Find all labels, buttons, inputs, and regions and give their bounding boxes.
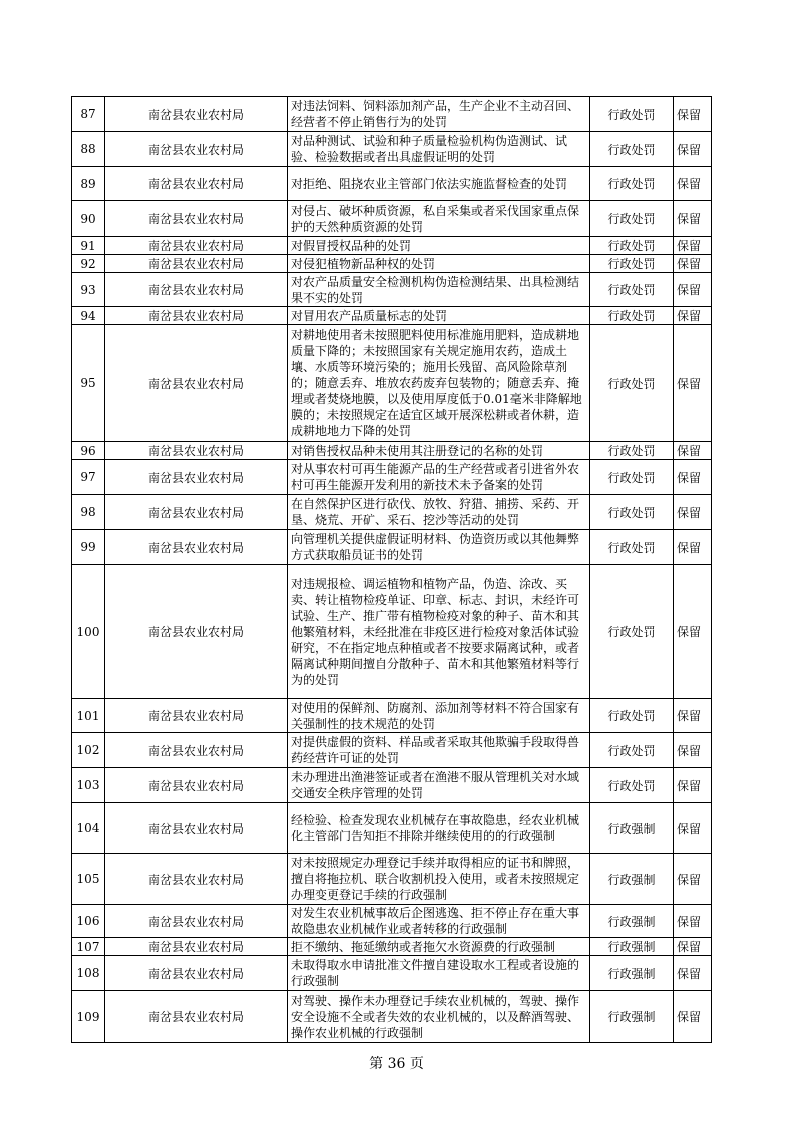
power-item-cell: 对假冒授权品种的处罚 [288,237,590,255]
table-row [72,956,712,991]
status-cell: 保留 [674,97,712,132]
row-number: 87 [72,97,105,132]
row-number: 104 [72,803,105,854]
department-cell: 南岔县农业农村局 [105,495,288,530]
table-body [72,97,712,1043]
department-cell: 南岔县农业农村局 [105,132,288,167]
power-type-cell: 行政强制 [590,854,674,905]
status-cell: 保留 [674,854,712,905]
status-cell: 保留 [674,956,712,991]
department-cell: 南岔县农业农村局 [105,854,288,905]
power-item-cell: 对侵犯植物新品种权的处罚 [288,255,590,273]
power-type-cell: 行政强制 [590,991,674,1043]
status-cell: 保留 [674,237,712,255]
power-type-cell: 行政处罚 [590,495,674,530]
table-row [72,565,712,699]
table-row [72,201,712,237]
power-item-cell: 对发生农业机械事故后企图逃逸、拒不停止存在重大事故隐患农业机械作业或者转移的行政强制 [288,905,590,938]
department-cell: 南岔县农业农村局 [105,956,288,991]
row-number: 105 [72,854,105,905]
row-number: 93 [72,273,105,307]
row-number: 107 [72,938,105,956]
table-row [72,768,712,803]
power-item-cell: 对耕地使用者未按照肥料使用标准施用肥料，造成耕地质量下降的；未按照国家有关规定施用农药，造成土壤、水质等环境污染的；施用长残留、高风险除草剂的；随意丢弃、堆放农药废弃包装物的；随意丢弃、掩埋或者焚烧地膜，以及使用厚度低于0.01毫米非降解地膜的；未按照规定在适宜区域开展深松耕或者休耕，造成耕地地力下降的处罚 [288,325,590,442]
table-row [72,699,712,733]
power-type-cell: 行政处罚 [590,325,674,442]
power-type-cell: 行政处罚 [590,255,674,273]
status-cell: 保留 [674,167,712,201]
department-cell: 南岔县农业农村局 [105,97,288,132]
row-number: 100 [72,565,105,699]
department-cell: 南岔县农业农村局 [105,733,288,768]
status-cell: 保留 [674,495,712,530]
power-type-cell: 行政处罚 [590,307,674,325]
power-item-cell: 对从事农村可再生能源产品的生产经营或者引进省外农村可再生能源开发利用的新技术未予备案的处罚 [288,460,590,495]
row-number: 108 [72,956,105,991]
power-type-cell: 行政处罚 [590,237,674,255]
table-row [72,854,712,905]
table-row [72,803,712,854]
row-number: 97 [72,460,105,495]
status-cell: 保留 [674,273,712,307]
power-item-cell: 对冒用农产品质量标志的处罚 [288,307,590,325]
power-type-cell: 行政处罚 [590,201,674,237]
department-cell: 南岔县农业农村局 [105,237,288,255]
power-item-cell: 拒不缴纳、拖延缴纳或者拖欠水资源费的行政强制 [288,938,590,956]
row-number: 94 [72,307,105,325]
power-item-cell: 对使用的保鲜剂、防腐剂、添加剂等材料不符合国家有关强制性的技术规范的处罚 [288,699,590,733]
status-cell: 保留 [674,938,712,956]
power-list-table [71,96,712,1043]
power-type-cell: 行政处罚 [590,699,674,733]
department-cell: 南岔县农业农村局 [105,803,288,854]
table-row [72,237,712,255]
department-cell: 南岔县农业农村局 [105,905,288,938]
row-number: 101 [72,699,105,733]
row-number: 99 [72,530,105,565]
row-number: 90 [72,201,105,237]
status-cell: 保留 [674,325,712,442]
department-cell: 南岔县农业农村局 [105,167,288,201]
department-cell: 南岔县农业农村局 [105,255,288,273]
power-item-cell: 对农产品质量安全检测机构伪造检测结果、出具检测结果不实的处罚 [288,273,590,307]
power-type-cell: 行政强制 [590,905,674,938]
department-cell: 南岔县农业农村局 [105,460,288,495]
power-item-cell: 向管理机关提供虚假证明材料、伪造资历或以其他舞弊方式获取船员证书的处罚 [288,530,590,565]
power-type-cell: 行政强制 [590,956,674,991]
power-item-cell: 对销售授权品种未使用其注册登记的名称的处罚 [288,442,590,460]
department-cell: 南岔县农业农村局 [105,201,288,237]
power-type-cell: 行政处罚 [590,768,674,803]
power-type-cell: 行政处罚 [590,565,674,699]
power-item-cell: 对拒绝、阻挠农业主管部门依法实施监督检查的处罚 [288,167,590,201]
table-row [72,495,712,530]
power-item-cell: 在自然保护区进行砍伐、放牧、狩猎、捕捞、采药、开垦、烧荒、开矿、采石、挖沙等活动的处罚 [288,495,590,530]
row-number: 95 [72,325,105,442]
power-type-cell: 行政强制 [590,803,674,854]
row-number: 88 [72,132,105,167]
power-type-cell: 行政处罚 [590,442,674,460]
table-row [72,273,712,307]
page-number: 第 36 页 [369,1056,424,1072]
status-cell: 保留 [674,768,712,803]
department-cell: 南岔县农业农村局 [105,325,288,442]
table-row [72,442,712,460]
department-cell: 南岔县农业农村局 [105,565,288,699]
power-type-cell: 行政处罚 [590,460,674,495]
power-type-cell: 行政处罚 [590,273,674,307]
department-cell: 南岔县农业农村局 [105,273,288,307]
status-cell: 保留 [674,307,712,325]
row-number: 96 [72,442,105,460]
row-number: 92 [72,255,105,273]
table-row [72,132,712,167]
power-type-cell: 行政处罚 [590,167,674,201]
power-type-cell: 行政处罚 [590,132,674,167]
row-number: 102 [72,733,105,768]
table-row [72,991,712,1043]
department-cell: 南岔县农业农村局 [105,307,288,325]
status-cell: 保留 [674,699,712,733]
status-cell: 保留 [674,530,712,565]
table-row [72,530,712,565]
table-row [72,307,712,325]
department-cell: 南岔县农业农村局 [105,991,288,1043]
status-cell: 保留 [674,991,712,1043]
power-type-cell: 行政处罚 [590,530,674,565]
power-type-cell: 行政强制 [590,938,674,956]
table-row [72,167,712,201]
status-cell: 保留 [674,565,712,699]
table-row [72,938,712,956]
department-cell: 南岔县农业农村局 [105,442,288,460]
status-cell: 保留 [674,460,712,495]
table-row [72,255,712,273]
table-row [72,460,712,495]
table-row [72,325,712,442]
power-item-cell: 对提供虚假的资料、样品或者采取其他欺骗手段取得兽药经营许可证的处罚 [288,733,590,768]
status-cell: 保留 [674,255,712,273]
table-row [72,733,712,768]
status-cell: 保留 [674,442,712,460]
row-number: 109 [72,991,105,1043]
power-type-cell: 行政处罚 [590,97,674,132]
row-number: 106 [72,905,105,938]
status-cell: 保留 [674,733,712,768]
power-type-cell: 行政处罚 [590,733,674,768]
power-item-cell: 对违法饲料、饲料添加剂产品，生产企业不主动召回、经营者不停止销售行为的处罚 [288,97,590,132]
power-item-cell: 对未按照规定办理登记手续并取得相应的证书和牌照，擅自将拖拉机、联合收割机投入使用，或者未按照规定办理变更登记手续的行政强制 [288,854,590,905]
row-number: 98 [72,495,105,530]
table-row [72,97,712,132]
department-cell: 南岔县农业农村局 [105,530,288,565]
row-number: 89 [72,167,105,201]
status-cell: 保留 [674,905,712,938]
power-item-cell: 未取得取水申请批准文件擅自建设取水工程或者设施的行政强制 [288,956,590,991]
status-cell: 保留 [674,132,712,167]
power-item-cell: 对品种测试、试验和种子质量检验机构伪造测试、试验、检验数据或者出具虚假证明的处罚 [288,132,590,167]
power-item-cell: 对驾驶、操作未办理登记手续农业机械的，驾驶、操作安全设施不全或者失效的农业机械的，以及醉酒驾驶、操作农业机械的行政强制 [288,991,590,1043]
table-row [72,905,712,938]
power-item-cell: 对违规报检、调运植物和植物产品，伪造、涂改、买卖、转让植物检疫单证、印章、标志、封识，未经许可试验、生产、推广带有植物检疫对象的种子、苗木和其他繁殖材料，未经批准在非疫区进行检疫对象活体试验研究，不在指定地点种植或者不按要求隔离试种，或者隔离试种期间擅自分散种子、苗木和其他繁殖材料等行为的处罚 [288,565,590,699]
status-cell: 保留 [674,803,712,854]
power-item-cell: 未办理进出渔港签证或者在渔港不服从管理机关对水域交通安全秩序管理的处罚 [288,768,590,803]
department-cell: 南岔县农业农村局 [105,938,288,956]
department-cell: 南岔县农业农村局 [105,768,288,803]
row-number: 91 [72,237,105,255]
status-cell: 保留 [674,201,712,237]
department-cell: 南岔县农业农村局 [105,699,288,733]
power-item-cell: 对侵占、破坏种质资源，私自采集或者采伐国家重点保护的天然种质资源的处罚 [288,201,590,237]
row-number: 103 [72,768,105,803]
power-item-cell: 经检验、检查发现农业机械存在事故隐患，经农业机械化主管部门告知拒不排除并继续使用的的行政强制 [288,803,590,854]
